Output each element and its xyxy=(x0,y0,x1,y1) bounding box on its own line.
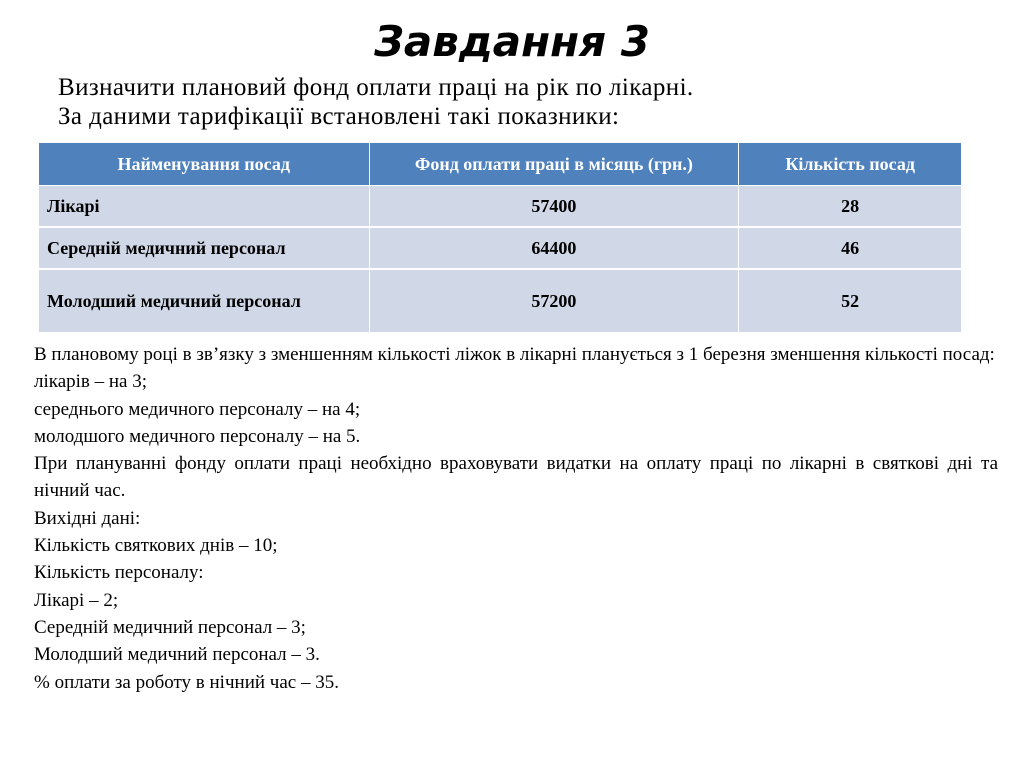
cell-fund: 57400 xyxy=(369,186,739,228)
cell-position: Середній медичний персонал xyxy=(39,227,370,269)
cell-fund: 64400 xyxy=(369,227,739,269)
staff-middle: Середній медичний персонал – 3; xyxy=(34,616,306,638)
header-position: Найменування посад xyxy=(39,143,370,186)
page-title: Завдання 3 xyxy=(374,17,650,66)
table-row xyxy=(39,227,962,269)
table-row xyxy=(39,186,962,228)
cell-position: Молодший медичний персонал xyxy=(39,269,370,333)
table-row xyxy=(39,269,962,333)
planning-paragraph: При плануванні фонду оплати праці необхідно враховувати видатки на оплату праці по лікарні в святкові дні та нічний час. xyxy=(34,453,998,502)
reduction-junior-staff: молодшого медичного персоналу – на 5. xyxy=(34,425,361,447)
intro-line-2: За даними тарифікації встановлені такі показники: xyxy=(58,103,620,130)
staff-doctors: Лікарі – 2; xyxy=(34,589,119,611)
cell-count: 52 xyxy=(739,269,962,333)
intro-line-1: Визначити плановий фонд оплати праці на рік по лікарні. xyxy=(58,74,694,101)
positions-table xyxy=(38,142,962,334)
reduction-doctors: лікарів – на 3; xyxy=(34,371,148,393)
staff-label: Кількість персоналу: xyxy=(34,562,204,584)
cell-fund: 57200 xyxy=(369,269,739,333)
source-data-label: Вихідні дані: xyxy=(34,507,141,529)
reduction-paragraph: В плановому році в зв’язку з зменшенням кількості ліжок в лікарні планується з 1 березня зменшення кількості посад: xyxy=(34,344,995,365)
reduction-middle-staff: середнього медичного персоналу – на 4; xyxy=(34,398,361,420)
cell-count: 46 xyxy=(739,227,962,269)
task-intro xyxy=(58,73,694,131)
table-header-row xyxy=(39,143,962,186)
night-pay-percent: % оплати за роботу в нічний час – 35. xyxy=(34,671,339,693)
task-body xyxy=(34,341,998,696)
staff-junior: Молодший медичний персонал – 3. xyxy=(34,644,320,666)
cell-count: 28 xyxy=(739,186,962,228)
cell-position: Лікарі xyxy=(39,186,370,228)
holidays-count: Кількість святкових днів – 10; xyxy=(34,535,278,557)
header-position-count: Кількість посад xyxy=(739,143,962,186)
header-monthly-fund: Фонд оплати праці в місяць (грн.) xyxy=(369,143,739,186)
